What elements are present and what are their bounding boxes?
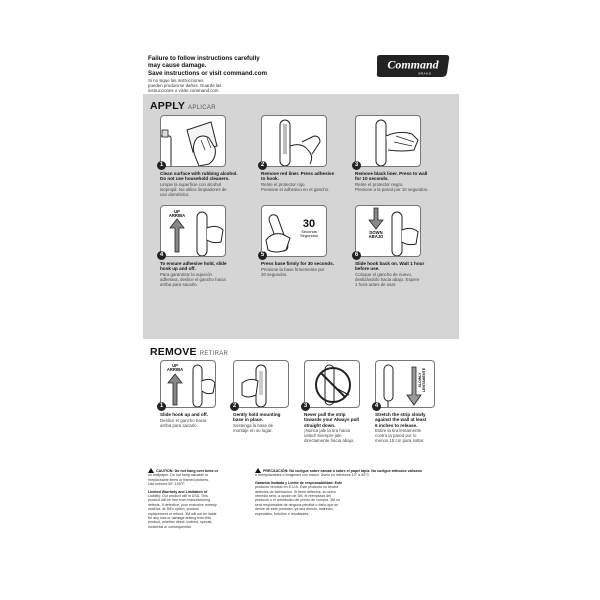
up-label: [166, 364, 184, 372]
caption-line: menos 15 cm para soltar.: [375, 438, 425, 444]
header-warning-en-line: Save instructions or visit command.com: [148, 69, 267, 77]
warranty-es-line: producto vendido en E.U.A. Este producto no tendrá: [255, 485, 339, 490]
caption-line: towards you! Always pull: [304, 417, 359, 423]
caption-line: Limpie la superficie con alcohol: [160, 182, 222, 187]
hold-base-illustration: [234, 361, 289, 408]
step-caption-en: [355, 261, 447, 272]
warranty-es-line: defectos de fabricación. Si tiene defectos, su único: [255, 489, 336, 494]
step-number: 2: [258, 161, 267, 170]
caption-line: uso doméstico.: [160, 192, 190, 198]
caption-line: arriba para sacarlo.: [160, 423, 198, 429]
header-warning-es: [148, 78, 268, 94]
overlay-line: DOWN: [369, 230, 383, 235]
apply-title-es: APLICAR: [188, 105, 216, 111]
press-to-wall-illustration: [356, 116, 421, 167]
overlay-line: ARRIBA: [166, 367, 184, 373]
step-number: 3: [301, 402, 310, 411]
brand-sub: BRAND: [418, 71, 432, 76]
overlay-line: SLOWLY: [418, 372, 422, 388]
step-number: 1: [157, 161, 166, 170]
caption-line: arriba para sacarlo.: [160, 282, 198, 288]
header-warning-en: [148, 55, 338, 77]
warranty-es: [255, 481, 350, 516]
remove-title-es: RETIRAR: [199, 351, 229, 357]
brand-name: Command: [387, 57, 439, 72]
caption-line: hook up and off.: [160, 266, 196, 272]
step-caption-es: [160, 418, 230, 428]
step-caption-en: [160, 261, 252, 272]
warranty-en-line: shall be, at 3M's option, product: [148, 507, 199, 512]
warranty-en: [148, 490, 240, 530]
warranty-en-line: defects. If defective, your exclusive remedy: [148, 502, 217, 507]
step-caption-en: [355, 171, 447, 182]
caution-heading: CAUTION: Do not hang over beds or: [156, 469, 219, 473]
step-caption-en: [304, 412, 376, 428]
command-logo: [375, 54, 451, 78]
step-number: 2: [230, 402, 239, 411]
instruction-sheet: [143, 40, 459, 550]
step-caption-es: [355, 272, 447, 287]
warranty-es-line: producto o el reembolso del precio de compra. 3M no: [255, 498, 341, 503]
step-caption-es: [304, 428, 376, 443]
apply-title: [150, 100, 216, 112]
header-warning-es-line: instrucciones o visite command.com: [148, 88, 219, 94]
remove-section: [143, 340, 459, 452]
warranty-en-line: product, whether direct, indirect, special,: [148, 520, 213, 525]
step-caption-es: [160, 272, 252, 287]
caption-line: for 10 seconds.: [355, 176, 389, 182]
step-number: 3: [352, 161, 361, 170]
warranty-en-line: for any loss or damage arising from this: [148, 516, 211, 521]
caption-line: Stretch the strip slowly: [375, 412, 426, 417]
caution-es: [255, 468, 455, 516]
caption-line: Deslice el gancho hacia: [160, 418, 207, 423]
alcohol-wipe-illustration: [161, 116, 226, 167]
caption-line: to hook.: [261, 176, 279, 182]
caption-line: adhesiva, deslice el gancho hacia: [160, 277, 226, 283]
caution-es-line: o irremplazables o imágenes con marco. Úselo en interiores 10° a 40°C.: [255, 473, 371, 478]
apply-title-en: APPLY: [150, 100, 186, 112]
caption-line: against the wall at least: [375, 417, 427, 423]
step-caption-en: [160, 171, 252, 182]
caption-line: Para garantizar la sujeción: [160, 272, 212, 277]
step-caption-es: [261, 182, 353, 192]
caption-line: Slide hook back on. Wait 1 hour: [355, 261, 425, 266]
caution-en: [148, 468, 240, 529]
step-caption-es: [375, 428, 451, 443]
caption-line: before use.: [355, 266, 380, 272]
overlay-number: 30: [302, 218, 316, 230]
step-caption-en: [261, 261, 353, 266]
step-caption-es: [233, 423, 303, 433]
caption-line: isopropil. No utilice limpiadores de: [160, 187, 227, 193]
down-label: [364, 231, 388, 239]
warranty-en-line: replacement or refund. 3M will not be liable: [148, 511, 217, 516]
overlay-line: Segundos: [299, 233, 318, 238]
up-arrow-icon: [170, 219, 184, 252]
warranty-es-line: remedio será, a opción de 3M, el reemplazo del: [255, 494, 331, 499]
caption-line: Coloque el gancho de nuevo,: [355, 272, 413, 277]
caption-line: Remove red liner. Press adhesive: [261, 171, 335, 176]
caption-line: contra la pared por lo: [375, 433, 417, 439]
caption-line: Remove black liner. Press to wall: [355, 171, 428, 176]
step-caption-es: [355, 182, 447, 192]
caption-line: 6 inches to release.: [375, 422, 418, 428]
slowly-label: [419, 362, 426, 398]
step-caption-es: [261, 267, 353, 277]
step-caption-en: [261, 171, 353, 182]
caution-en-line: Use indoors 50°-105°F.: [148, 482, 186, 487]
warranty-en-line: incidental or consequential.: [148, 524, 192, 529]
caption-line: Press base firmly for 30 seconds.: [261, 261, 335, 266]
never-pull-toward-illustration: [305, 361, 360, 408]
step-caption-en: [160, 412, 230, 417]
caption-line: 1 hora antes de usar.: [355, 282, 397, 288]
caption-line: Clean surface with rubbing alcohol.: [160, 171, 238, 176]
apply-section: [143, 94, 459, 339]
step-number: 5: [258, 251, 267, 260]
remove-title-en: REMOVE: [150, 346, 197, 358]
header-warning-es-line: Si no sigue las instrucciones: [148, 78, 204, 83]
up-label: [168, 210, 186, 218]
caption-line: montaje en su lugar.: [233, 428, 273, 434]
warranty-es-heading: Garantía limitada y Límite de responsabilidad: Este: [255, 480, 343, 485]
remove-red-liner-illustration: [262, 116, 327, 167]
header-warning-es-line: pueden producirse daños. Guarde las: [148, 83, 222, 89]
warranty-es-line: derive de este producto, ya sea directo, indirecto,: [255, 507, 334, 512]
warranty-en-line: product will be free from manufacturing: [148, 498, 211, 503]
step-number: 6: [352, 251, 361, 260]
overlay-line: ARRIBA: [168, 213, 186, 219]
seconds-label: [295, 219, 323, 238]
caption-line: deslizándolo hacia abajo. Espere: [355, 277, 420, 283]
caption-line: base in place.: [233, 417, 264, 423]
caption-line: Retire el protector negro.: [355, 182, 404, 187]
warning-icon: [148, 468, 154, 473]
caption-line: Presione a la pared por 10 segundos.: [355, 187, 429, 193]
step-illustration: [304, 360, 360, 408]
caption-line: Presione el adhesivo en el gancho.: [261, 187, 330, 193]
caption-line: Sostenga la base de: [233, 423, 274, 428]
caption-line: Estire la tira lentamente: [375, 428, 422, 433]
overlay-line: UP: [172, 363, 178, 368]
caption-line: usted! Siempre jale: [304, 433, 342, 439]
warranty-es-line: especiales, fortuitos o resultantes.: [255, 511, 310, 516]
overlay-line: Seconds: [301, 229, 317, 234]
caption-line: directamente hacia abajo.: [304, 438, 355, 444]
step-caption-es: [160, 182, 252, 197]
step-caption-en: [233, 412, 303, 423]
overlay-line: ABAJO: [368, 234, 384, 240]
step-number: 4: [157, 251, 166, 260]
caution-es-heading: PRECAUCIÓN: No cuelgue sobre camas o sobre el papel tapiz. No cuelgue artículos valiosos: [263, 469, 422, 473]
down-arrow-icon: [369, 208, 383, 229]
step-number: 1: [157, 402, 166, 411]
warranty-es-line: será responsable de ninguna pérdida o daño que se: [255, 502, 339, 507]
step-illustration: [233, 360, 289, 408]
caption-line: Gently hold mounting: [233, 412, 281, 417]
caption-line: Slide hook up and off.: [160, 412, 208, 417]
step-number: 4: [372, 402, 381, 411]
caution-en-line: irreplaceable items or framed pictures.: [148, 477, 210, 482]
caption-line: Never pull the strip: [304, 412, 346, 417]
header-warning-en-line: may cause damage.: [148, 62, 207, 70]
caption-line: ¡Nunca jale la tira hacia: [304, 428, 350, 433]
caption-line: Presione la base firmemente por: [261, 267, 325, 272]
step-illustration: [160, 115, 226, 167]
caption-line: To ensure adhesive hold, slide: [160, 261, 227, 266]
caution-en-line: on wallpaper. Do not hang valuable or: [148, 473, 209, 478]
caption-line: Retire el protector rojo.: [261, 182, 306, 187]
step-caption-en: [375, 412, 451, 428]
step-illustration: [261, 115, 327, 167]
step-illustration: [355, 115, 421, 167]
up-arrow-icon: [168, 374, 182, 405]
caption-line: straight down.: [304, 422, 336, 428]
fine-print: [143, 468, 459, 548]
caption-line: 30 segundos.: [261, 272, 288, 278]
warranty-heading: Limited Warranty and Limitation of: [148, 489, 208, 494]
overlay-line: UP: [174, 209, 180, 214]
remove-title: [150, 346, 228, 358]
overlay-line: LENTAMENTE: [421, 367, 426, 393]
warranty-en-line: Liability: Our product will in USA. This: [148, 494, 208, 499]
header-warning-en-line: Failure to follow instructions carefully: [148, 55, 260, 62]
caption-line: Do not use household cleaners.: [160, 176, 230, 182]
